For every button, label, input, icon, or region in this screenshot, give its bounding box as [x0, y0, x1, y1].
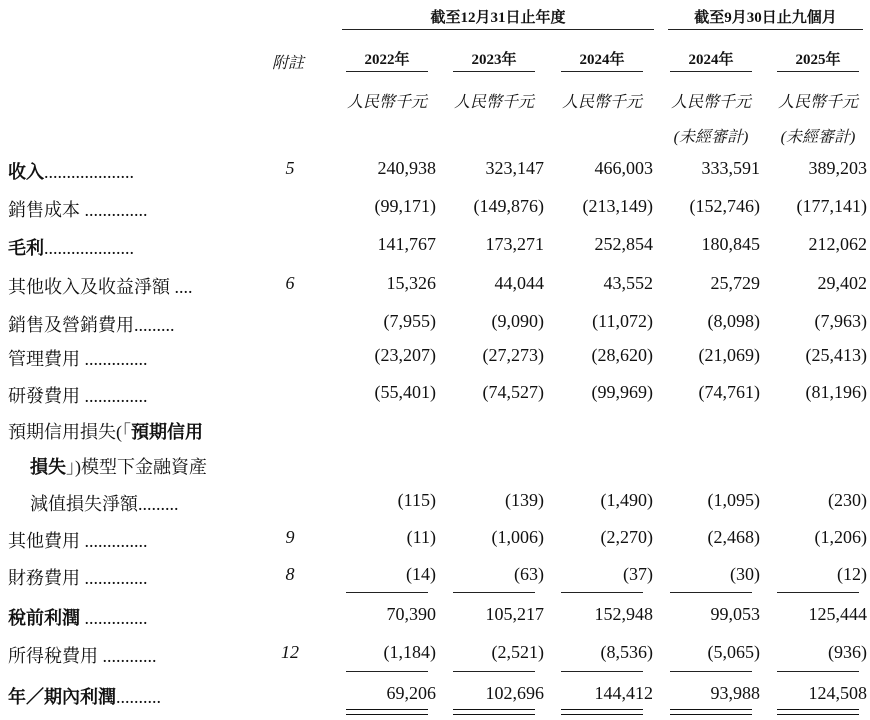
value-cell: 15,326 — [386, 273, 436, 293]
value-cell: 102,696 — [485, 683, 544, 703]
ecl-label-part: 預期信用損失(「 — [8, 422, 131, 442]
note-reference: 5 — [285, 158, 295, 178]
value-cell: (1,490) — [600, 490, 653, 510]
year-header: 2024年 — [579, 52, 625, 68]
row-label-leader-dots: ............ — [98, 646, 157, 666]
value-cell: (2,521) — [491, 642, 544, 662]
value-cell: (2,270) — [600, 527, 653, 547]
ecl-label-part: 」)模型下金融資產 — [66, 457, 207, 477]
subtotal-underline — [346, 671, 428, 672]
row-label-text: 年／期內利潤 — [8, 687, 116, 707]
value-cell: (5,065) — [707, 642, 760, 662]
row-label-leader-dots: .............. — [80, 349, 148, 369]
value-cell: 25,729 — [710, 273, 760, 293]
row-label — [8, 311, 175, 337]
value-cell: (1,095) — [707, 490, 760, 510]
row-label-leader-dots: .......... — [116, 687, 161, 707]
value-cell: 93,988 — [710, 683, 760, 703]
row-label — [8, 564, 148, 590]
note-reference: 12 — [281, 642, 299, 662]
unit-label: 人民幣千元 — [777, 94, 858, 111]
unit-label: 人民幣千元 — [453, 94, 534, 111]
subtotal-underline — [561, 671, 643, 672]
value-cell: (936) — [828, 642, 867, 662]
total-double-underline — [670, 709, 752, 715]
value-cell: 125,444 — [808, 604, 867, 624]
value-cell: (1,006) — [491, 527, 544, 547]
note-reference: 6 — [285, 273, 295, 293]
subtotal-underline — [346, 592, 428, 593]
year-header: 2023年 — [471, 52, 517, 68]
ecl-label-line-2 — [30, 453, 207, 479]
value-cell: (149,876) — [473, 196, 544, 216]
value-cell: (55,401) — [374, 382, 436, 402]
value-cell: (8,098) — [707, 311, 760, 331]
value-cell: 43,552 — [603, 273, 653, 293]
value-cell: (74,527) — [482, 382, 544, 402]
subtotal-underline — [670, 671, 752, 672]
ecl-label-line-3: 減值損失淨額......... — [30, 494, 179, 514]
value-cell: 124,508 — [808, 683, 867, 703]
value-cell: (99,171) — [374, 196, 436, 216]
subtotal-underline — [670, 592, 752, 593]
row-label-text: 銷售成本 — [8, 200, 80, 220]
value-cell: 333,591 — [701, 158, 760, 178]
year-underline — [777, 71, 859, 72]
value-cell: (1,184) — [383, 642, 436, 662]
value-cell: (115) — [397, 490, 436, 510]
value-cell: (7,955) — [383, 311, 436, 331]
year-header: 2022年 — [364, 52, 410, 68]
row-label — [8, 604, 148, 630]
value-cell: (21,069) — [698, 345, 760, 365]
value-cell: (23,207) — [374, 345, 436, 365]
row-label-text: 銷售及營銷費用 — [8, 315, 134, 335]
value-cell: 240,938 — [377, 158, 436, 178]
unit-label: 人民幣千元 — [346, 94, 427, 111]
ecl-label-bold-part: 預期信用 — [131, 422, 203, 442]
subtotal-underline — [777, 592, 859, 593]
value-cell: (213,149) — [582, 196, 653, 216]
value-cell: (152,746) — [689, 196, 760, 216]
ecl-label-bold-part: 損失 — [30, 457, 66, 477]
value-cell: 70,390 — [386, 604, 436, 624]
row-label-leader-dots: .................... — [44, 238, 134, 258]
value-cell: 466,003 — [594, 158, 653, 178]
value-cell: (12) — [837, 564, 867, 584]
year-underline — [346, 71, 428, 72]
year-underline — [561, 71, 643, 72]
row-label — [8, 683, 161, 709]
value-cell: (177,141) — [796, 196, 867, 216]
value-cell: (99,969) — [591, 382, 653, 402]
group-header-fiscal-year: 截至12月31日止年度 — [430, 10, 566, 26]
year-underline — [670, 71, 752, 72]
row-label-leader-dots: ......... — [134, 315, 175, 335]
value-cell: (2,468) — [707, 527, 760, 547]
row-label-text: 所得稅費用 — [8, 646, 98, 666]
group-header-nine-months: 截至9月30日止九個月 — [694, 10, 837, 26]
row-label-leader-dots: .... — [170, 277, 193, 297]
subtotal-underline — [777, 671, 859, 672]
unit-label: 人民幣千元 — [561, 94, 642, 111]
value-cell: (9,090) — [491, 311, 544, 331]
value-cell: 212,062 — [808, 234, 867, 254]
row-label — [8, 196, 148, 222]
value-cell: 141,767 — [377, 234, 436, 254]
row-label — [8, 382, 148, 408]
group-underline-fiscal-year — [342, 29, 654, 30]
value-cell: 44,044 — [494, 273, 544, 293]
value-cell: 180,845 — [701, 234, 760, 254]
value-cell: (25,413) — [805, 345, 867, 365]
value-cell: 173,271 — [485, 234, 544, 254]
subtotal-underline — [453, 671, 535, 672]
row-label-leader-dots: .............. — [80, 200, 148, 220]
ecl-label-line-1 — [8, 418, 203, 444]
value-cell: 252,854 — [594, 234, 653, 254]
value-cell: 69,206 — [386, 683, 436, 703]
value-cell: (30) — [730, 564, 760, 584]
value-cell: 99,053 — [710, 604, 760, 624]
value-cell: 389,203 — [808, 158, 867, 178]
note-column-header: 附註 — [272, 55, 305, 72]
subtotal-underline — [561, 592, 643, 593]
row-label-leader-dots: .............. — [80, 608, 148, 628]
row-label-text: 其他費用 — [8, 531, 80, 551]
row-label-leader-dots: .................... — [44, 162, 134, 182]
subtotal-underline — [453, 592, 535, 593]
value-cell: (81,196) — [805, 382, 867, 402]
total-double-underline — [453, 709, 535, 715]
group-underline-nine-months — [668, 29, 863, 30]
value-cell: (28,620) — [591, 345, 653, 365]
value-cell: (230) — [828, 490, 867, 510]
row-label-text: 財務費用 — [8, 568, 80, 588]
value-cell: (14) — [406, 564, 436, 584]
value-cell: (8,536) — [600, 642, 653, 662]
row-label-text: 研發費用 — [8, 386, 80, 406]
note-reference: 9 — [285, 527, 295, 547]
value-cell: 323,147 — [485, 158, 544, 178]
unit-label: 人民幣千元 — [670, 94, 751, 111]
row-label — [8, 345, 148, 371]
year-header: 2024年 — [688, 52, 734, 68]
value-cell: (7,963) — [814, 311, 867, 331]
value-cell: 144,412 — [594, 683, 653, 703]
value-cell: (1,206) — [814, 527, 867, 547]
row-label — [8, 158, 134, 184]
total-double-underline — [777, 709, 859, 715]
value-cell: (74,761) — [698, 382, 760, 402]
value-cell: (139) — [505, 490, 544, 510]
total-double-underline — [346, 709, 428, 715]
value-cell: 105,217 — [485, 604, 544, 624]
value-cell: (63) — [514, 564, 544, 584]
value-cell: 29,402 — [817, 273, 867, 293]
row-label-text: 毛利 — [8, 238, 44, 258]
row-label — [8, 273, 193, 299]
year-underline — [453, 71, 535, 72]
row-label-text: 稅前利潤 — [8, 608, 80, 628]
total-double-underline — [561, 709, 643, 715]
row-label-text: 其他收入及收益淨額 — [8, 277, 170, 297]
row-label — [8, 642, 157, 668]
note-reference: 8 — [285, 564, 295, 584]
year-header: 2025年 — [795, 52, 841, 68]
value-cell: (11,072) — [592, 311, 653, 331]
value-cell: (27,273) — [482, 345, 544, 365]
row-label-text: 管理費用 — [8, 349, 80, 369]
value-cell: 152,948 — [594, 604, 653, 624]
row-label — [8, 527, 148, 553]
row-label-text: 收入 — [8, 162, 44, 182]
row-label-leader-dots: .............. — [80, 531, 148, 551]
row-label — [8, 234, 134, 260]
row-label-leader-dots: .............. — [80, 568, 148, 588]
unaudited-label: (未經審計) — [673, 129, 749, 146]
value-cell: (37) — [623, 564, 653, 584]
row-label-leader-dots: .............. — [80, 386, 148, 406]
value-cell: (11) — [406, 527, 436, 547]
unaudited-label: (未經審計) — [780, 129, 856, 146]
